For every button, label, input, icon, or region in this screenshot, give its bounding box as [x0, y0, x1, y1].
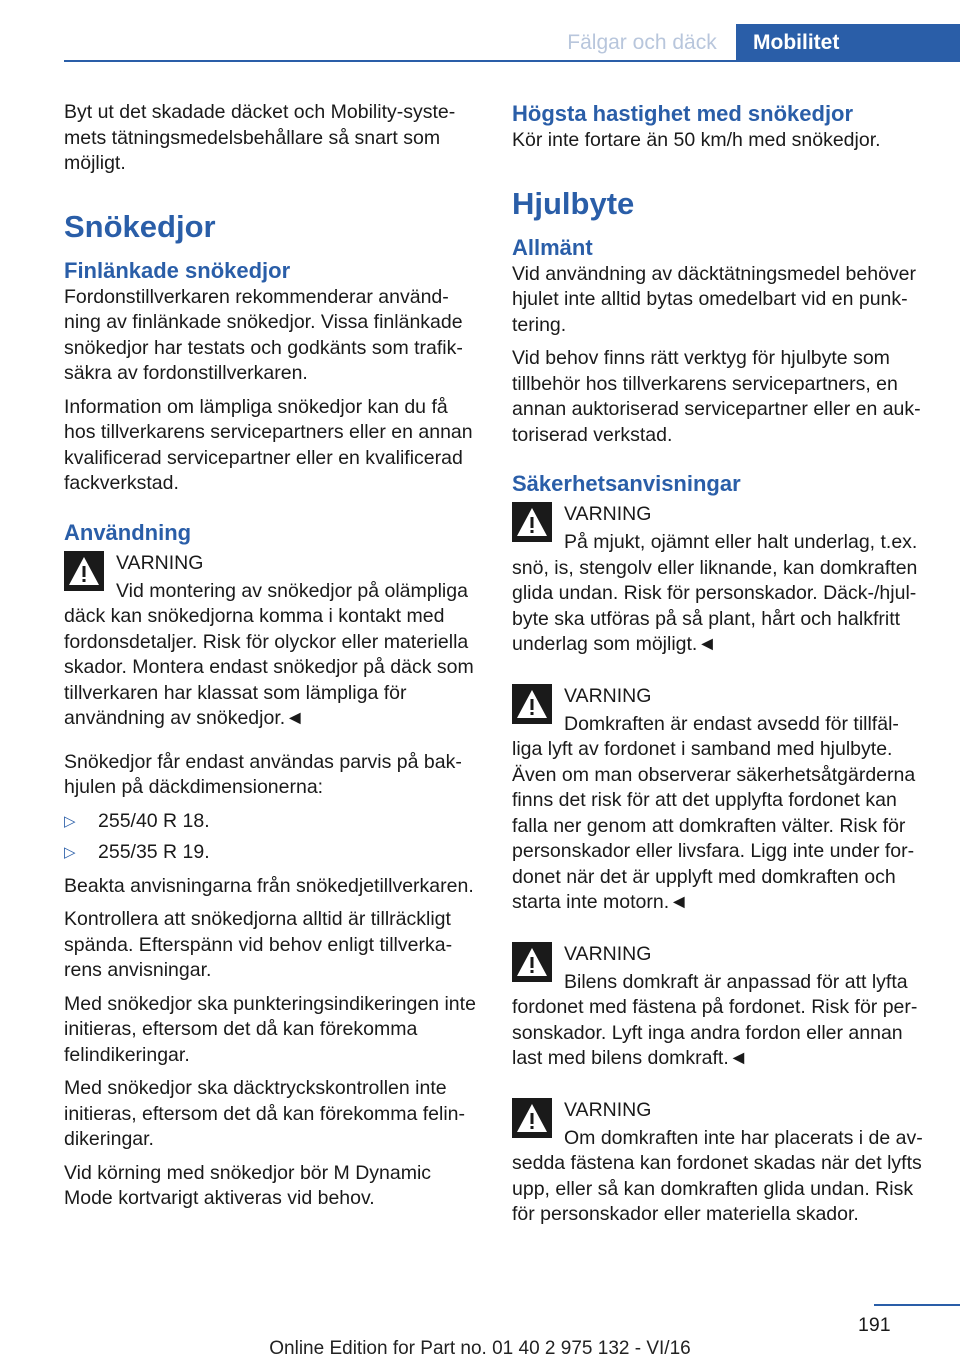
- footer-edition: Online Edition for Part no. 01 40 2 975 132 - VI/16: [269, 1338, 691, 1359]
- paragraph: Fordonstillverkaren rekommenderar använd-ning av finlänkade snökedjor. Vissa finlänkade snökedjor har testats och godkänts som trafik-säkra av fordonstillverkaren.: [64, 285, 463, 384]
- paragraph: Kör inte fortare än 50 km/h med snökedjor.: [512, 129, 881, 151]
- paragraph: Vid behov finns rätt verktyg för hjulbyte som tillbehör hos tillverkarens servicepartners, en annan auktoriserad servicepartner eller en auk-toriserad verkstad.: [512, 347, 921, 446]
- right-column: [512, 100, 926, 1236]
- header-prev-section[interactable]: Fälgar och däck: [567, 31, 717, 54]
- heading-hjulbyte: Hjulbyte: [512, 185, 635, 221]
- header-rule: [64, 60, 960, 62]
- warning-block: [512, 498, 926, 658]
- list-item: ▷ 255/35 R 19.: [64, 840, 480, 866]
- paragraph: Snökedjor får endast användas parvis på bak-hjulen på däckdimensionerna:: [64, 750, 462, 798]
- heading-sakerhetsanvisningar: Säkerhetsanvisningar: [512, 471, 741, 496]
- warning-block: [512, 680, 926, 916]
- triangle-bullet-icon: ▷: [64, 812, 76, 830]
- paragraph: Med snökedjor ska punkteringsindikeringen inte initieras, eftersom det då kan förekomma felindikeringar.: [64, 992, 476, 1066]
- list-item: ▷ 255/40 R 18.: [64, 809, 480, 835]
- warning-block: [512, 938, 926, 1072]
- paragraph: Vid användning av däcktätningsmedel behöver hjulet inte alltid bytas omedelbart vid en punk-tering.: [512, 262, 917, 336]
- warning-label: VARNING: [564, 1098, 652, 1121]
- warning-triangle-icon: [512, 1098, 552, 1138]
- dimension-list: [64, 809, 480, 866]
- heading-finlankade: Finlänkade snökedjor: [64, 257, 291, 283]
- warning-text: Domkraften är endast avsedd för tillfäl-liga lyft av fordonet i samband med hjulbyte. Även om man observerar säkerhetsåtgärderna finns det risk för att det upplyfta fordonet kan falla ner genom att domkraften välter. Risk för personskador eller livsfara. Ligg inte under for-donet när det är upplyft med domkraften och starta inte motorn.◄: [512, 712, 916, 913]
- heading-allmant: Allmänt: [512, 234, 593, 260]
- paragraph: Beakta anvisningarna från snökedjetillverkaren.: [64, 874, 474, 897]
- footer-rule: [874, 1304, 960, 1306]
- paragraph: Vid körning med snökedjor bör M Dynamic Mode kortvarigt aktiveras vid behov.: [64, 1161, 432, 1209]
- warning-label: VARNING: [116, 551, 204, 574]
- triangle-bullet-icon: ▷: [64, 844, 76, 861]
- heading-anvandning: Användning: [64, 519, 192, 545]
- left-column: [64, 100, 480, 1220]
- paragraph: Kontrollera att snökedjorna alltid är tillräckligt spända. Efterspänn vid behov enligt tillverka-rens anvisningar.: [64, 908, 453, 981]
- warning-text: På mjukt, ojämnt eller halt underlag, t.ex. snö, is, stengolv eller liknande, kan domkraften glida undan. Risk för personskador. Däck-/hjul-byte ska utföras på så plant, hårt och halkfritt underlag som möjligt.◄: [512, 531, 918, 655]
- warning-label: VARNING: [564, 942, 652, 965]
- warning-label: VARNING: [564, 503, 652, 525]
- intro-paragraph: Byt ut det skadade däcket och Mobility-syste-mets tätningsmedelsbehållare så snart som möjligt.: [64, 101, 456, 174]
- warning-triangle-icon: [512, 684, 552, 724]
- warning-triangle-icon: [512, 942, 552, 982]
- warning-triangle-icon: [64, 551, 104, 591]
- warning-block: [64, 547, 480, 732]
- heading-hogsta-hastighet: Högsta hastighet med snökedjor: [512, 101, 854, 126]
- header-current-section[interactable]: Mobilitet: [736, 24, 960, 62]
- warning-block: [512, 1094, 926, 1228]
- paragraph: Med snökedjor ska däcktryckskontrollen inte initieras, eftersom det då kan förekomma felin-dikeringar.: [64, 1077, 466, 1150]
- page-header: [0, 0, 960, 62]
- paragraph: Information om lämpliga snökedjor kan du få hos tillverkarens servicepartners eller en annan kvalificerad servicepartner eller en kvalificerad fackverkstad.: [64, 395, 473, 494]
- page-number: 191: [858, 1314, 891, 1336]
- warning-text: Om domkraften inte har placerats i de av-sedda fästena kan fordonet skadas när det lyfts upp, eller så kan domkraften glida undan. Risk för personskador eller materiella skador.: [512, 1126, 923, 1225]
- heading-snokedjor: Snökedjor: [64, 208, 216, 244]
- warning-triangle-icon: [512, 502, 552, 542]
- warning-text: Vid montering av snökedjor på olämpliga däck kan snökedjorna komma i kontakt med fordonsdetaljer. Risk för olyckor eller materiella skador. Montera endast snökedjor på däck som tillverkaren har klassat som lämpliga för användning av snökedjor.◄: [64, 579, 474, 729]
- warning-label: VARNING: [564, 684, 652, 707]
- warning-text: Bilens domkraft är anpassad för att lyfta fordonet med fästena på fordonet. Risk för per-sonskador. Lyft inga andra fordon eller annan last med bilens domkraft.◄: [512, 970, 918, 1069]
